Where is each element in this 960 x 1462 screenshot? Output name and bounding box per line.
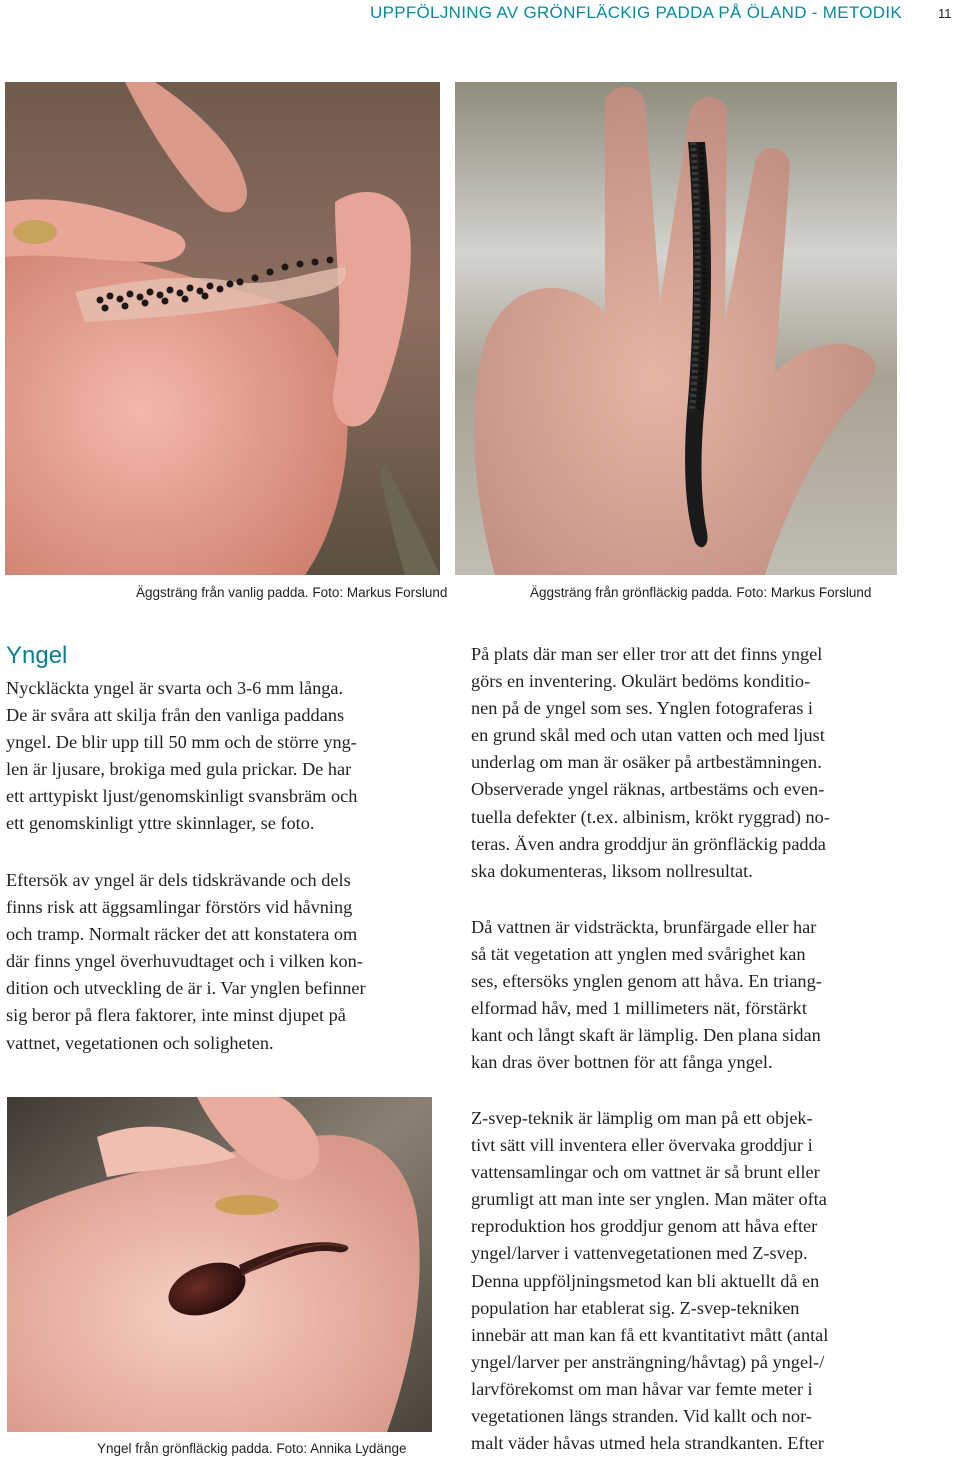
text-line: larvförekomst om man håvar var femte meter i [471,1378,813,1399]
photo-caption-green-toad: Äggsträng från grönfläckig padda. Foto: Markus Forslund [530,585,872,600]
text-line: så tät vegetation att ynglen med svårighet kan [471,944,806,965]
text-line: Eftersök av yngel är dels tidskrävande och dels [6,870,351,890]
left-paragraph-2 [6,867,446,1057]
photo-green-toad-eggs [455,82,897,575]
section-heading-yngel: Yngel [6,642,68,669]
text-line: tuella defekter (t.ex. albinism, krökt ryggrad) no- [471,806,830,827]
text-line: len är ljusare, brokiga med gula prickar. De har [6,759,352,780]
text-line: sig beror på flera faktorer, inte minst djupet på [6,1005,346,1026]
text-line: och tramp. Normalt räcker det att konstatera om [6,924,358,945]
text-line: population har etablerat sig. Z-svep-tekniken [471,1297,800,1318]
right-paragraph-1 [471,641,916,885]
text-line: grumligt att man inte ser ynglen. Man mäter ofta [471,1189,827,1210]
text-line: yngel. De blir upp till 50 mm och de större yng- [6,732,357,753]
text-line: finns risk att äggsamlingar förstörs vid håvning [6,897,353,918]
right-paragraph-2 [471,914,916,1077]
photo-caption-common-toad: Äggsträng från vanlig padda. Foto: Markus Forslund [136,585,448,600]
right-paragraph-3 [471,1105,916,1457]
text-line: yngel/larver per ansträngning/håvtag) på yngel-/ [471,1351,825,1372]
text-line: Nyckläckta yngel är svarta och 3-6 mm långa. [6,678,344,698]
running-header: UPPFÖLJNING AV GRÖNFLÄCKIG PADDA PÅ ÖLAND - METODIK [370,3,903,22]
text-line: Z-svep-teknik är lämplig om man på ett objek- [471,1108,813,1128]
text-line: tivt sätt vill inventera eller övervaka groddjur i [471,1135,813,1156]
text-line: På plats där man ser eller tror att det finns yngel [471,644,823,664]
photo-green-toad-tadpole [7,1097,432,1432]
text-line: ska dokumenteras, liksom nollresultat. [471,860,753,881]
text-line: vattensamlingar och om vattnet är så brunt eller [471,1162,820,1183]
text-line: där finns yngel överhuvudtaget och i vilken kon- [6,951,363,972]
text-line: vattnet, vegetationen och soligheten. [6,1032,274,1053]
text-line: Denna uppföljningsmetod kan bli aktuellt då en [471,1270,820,1291]
text-line: görs en inventering. Okulärt bedöms konditio- [471,671,811,692]
text-line: innebär att man kan få ett kvantitativt mått (antal [471,1324,829,1345]
text-line: nen på de yngel som ses. Ynglen fotograferas i [471,698,813,719]
text-line: kant och långt skaft är lämplig. Den plana sidan [471,1025,821,1046]
photo-common-toad-eggs [5,82,440,575]
text-line: malt väder håvas utmed hela strandkanten. Efter [471,1433,824,1454]
text-line: ett arttypiskt ljust/genomskinligt svansbräm och [6,786,358,807]
text-line: elformad håv, med 1 millimeters nät, förstärkt [471,998,807,1019]
text-line: ett genomskinligt yttre skinnlager, se foto. [6,813,315,834]
text-line: underlag om man är osäker på artbestämningen. [471,752,822,773]
left-paragraph-1 [6,675,446,838]
text-line: vegetationen längs stranden. Vid kallt och nor- [471,1406,812,1427]
text-line: Observerade yngel räknas, artbestäms och even- [471,779,825,800]
photo-caption-tadpole: Yngel från grönfläckig padda. Foto: Annika Lydänge [97,1441,407,1456]
text-line: yngel/larver i vattenvegetationen med Z-svep. [471,1243,808,1264]
text-line: en grund skål med och utan vatten och med ljust [471,725,825,746]
text-line: Då vattnen är vidsträckta, brunfärgade eller har [471,917,817,937]
text-line: kan dras över bottnen för att fånga yngel. [471,1052,773,1073]
text-line: teras. Även andra groddjur än grönfläckig padda [471,833,826,854]
text-line: De är svåra att skilja från den vanliga paddans [6,705,345,726]
text-line: dition och utveckling de är i. Var ynglen befinner [6,978,366,999]
page-number: 11 [938,6,952,21]
text-line: ses, eftersöks ynglen genom att håva. En triang- [471,971,822,992]
text-line: reproduktion hos groddjur genom att håva efter [471,1216,818,1237]
